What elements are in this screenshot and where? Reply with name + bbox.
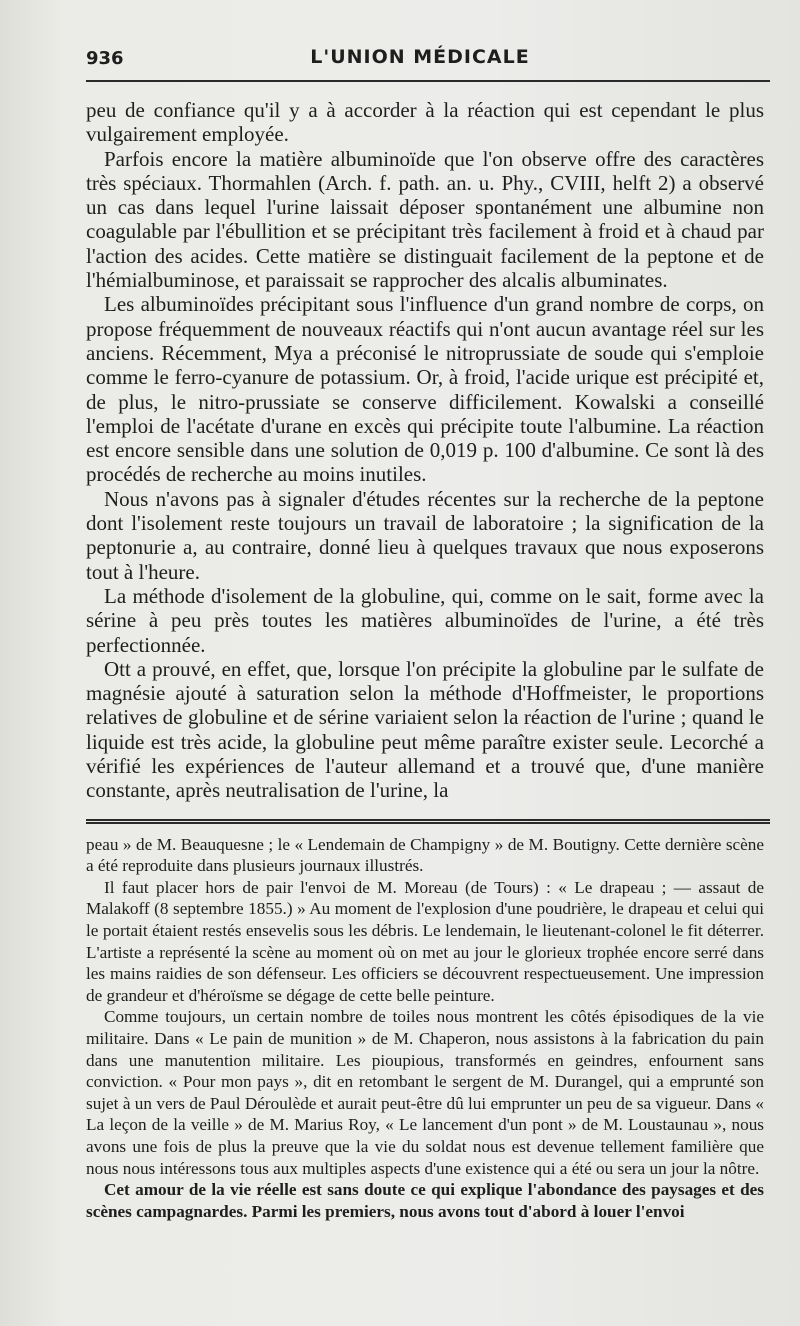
- main-text: [86, 70, 764, 803]
- note-paragraph: Cet amour de la vie réelle est sans doute ce qui explique l'abondance des paysages et des scènes campagnardes. Parmi les premiers, nous avons tout d'abord à louer l'envoi: [86, 1180, 764, 1221]
- running-head: [86, 0, 764, 70]
- journal-title: L'UNION MÉDICALE: [310, 46, 530, 68]
- paragraph: Les albuminoïdes précipitant sous l'influence d'un grand nombre de corps, on propose fréquemment de nouveaux réactifs qui n'ont aucun avantage réel sur les anciens. Récemment, Mya a préconisé le nitroprussiate de soude qui s'emploie comme le ferro-cyanure de potassium. Or, à froid, l'acide urique est précipité et, de plus, le nitro-prussiate se conserve difficilement. Kowalski a conseillé l'emploi de l'acétate d'urane en excès qui précipite toute l'albumine. La réaction est encore sensible dans une solution de 0,019 p. 100 d'albumine. Ce sont là des procédés de recherche au moins inutiles.: [86, 292, 764, 487]
- paragraph: peu de confiance qu'il y a à accorder à la réaction qui est cependant le plus vulgairement employée.: [86, 98, 764, 147]
- note-paragraph: Il faut placer hors de pair l'envoi de M. Moreau (de Tours) : « Le drapeau ; — assaut de Malakoff (8 septembre 1855.) » Au moment de l'explosion d'une poudrière, le drapeau et celui qui le portait étaient restés ensevelis sous les débris. Le lendemain, le lieutenant-colonel le fit déterrer. L'artiste a représenté la scène au moment où on met au jour le glorieux trophée encore serré dans les mains raidies de son défenseur. Les officiers se découvrent respectueusement. Une impression de grandeur et d'héroïsme se dégage de cette belle peinture.: [86, 877, 764, 1005]
- note-paragraph: peau » de M. Beauquesne ; le « Lendemain de Champigny » de M. Boutigny. Cette dernière scène a été reproduite dans plusieurs journaux illustrés.: [86, 834, 764, 876]
- footnote-separator: [86, 819, 770, 824]
- paragraph: La méthode d'isolement de la globuline, qui, comme on le sait, forme avec la sérine à peu près toutes les matières albuminoïdes de l'urine, a été très perfectionnée.: [86, 583, 764, 657]
- page-number: 936: [86, 48, 124, 69]
- note-paragraph: Comme toujours, un certain nombre de toiles nous montrent les côtés épisodiques de la vie militaire. Dans « Le pain de munition » de M. Chaperon, nous assistons à la fabrication du pain dans une manutention militaire. Les pioupious, transformés en geindres, enfournent sans conviction. « Pour mon pays », dit en retombant le sergent de M. Durangel, qui a emprunté son sujet à un vers de Paul Déroulède et aurait peut-être dû lui emprunter un peu de sa vigueur. Dans « La leçon de la veille » de M. Marius Roy, « Le lancement d'un pont » de M. Loustaunau », nous avons une fois de plus la preuve que la vie du soldat nous est devenue tellement familière que nous nous intéressons tous aux multiples aspects d'une existence qui a été ou sera un jour la nôtre.: [86, 1007, 764, 1178]
- paragraph: Ott a prouvé, en effet, que, lorsque l'on précipite la globuline par le sulfate de magnésie ajouté à saturation selon la méthode d'Hoffmeister, le proportions relatives de globuline et de sérine variaient selon la réaction de l'urine ; quand le liquide est très acide, la globuline peut même paraître exister seule. Lecorché a vérifié les expériences de l'auteur allemand et a trouvé que, d'une manière constante, après neutralisation de l'urine, la: [86, 656, 764, 803]
- paragraph: Nous n'avons pas à signaler d'études récentes sur la recherche de la peptone dont l'isolement reste toujours un travail de laboratoire ; la signification de la peptonurie a, au contraire, donné lieu à quelques travaux que nous exposerons tout à l'heure.: [86, 486, 764, 584]
- footnote-text: [86, 834, 764, 1223]
- header-rule: [86, 80, 770, 82]
- paragraph: Parfois encore la matière albuminoïde que l'on observe offre des caractères très spéciaux. Thormahlen (Arch. f. path. an. u. Phy., CVIII, helft 2) a observé un cas dans lequel l'urine laissait déposer spontanément une albumine non coagulable par l'ébullition et se précipitant très facilement à froid et à chaud par l'action des acides. Cette matière se distinguait facilement de la peptone et de l'hémialbuminose, et paraissait se rapprocher des alcalis albuminates.: [86, 146, 764, 293]
